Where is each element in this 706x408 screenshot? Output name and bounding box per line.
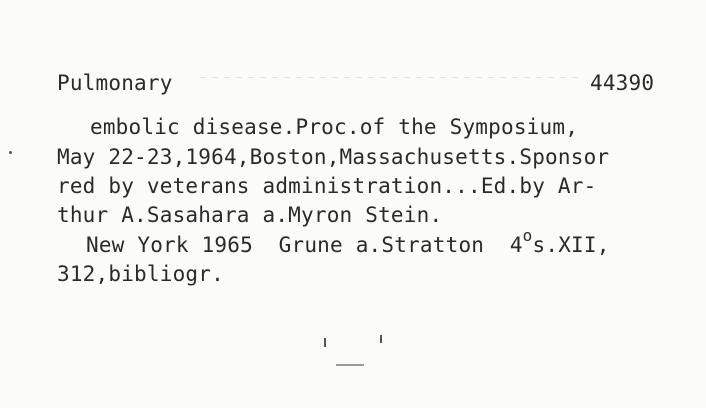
pages-line: 312,bibliogr.	[57, 262, 224, 286]
imprint-line	[86, 226, 610, 260]
imprint-text: New York 1965 Grune a.Stratton 4	[86, 233, 523, 257]
stray-tick-mark	[324, 338, 326, 347]
card-heading: Pulmonary	[57, 71, 173, 95]
stray-dot-mark	[9, 151, 12, 154]
card-text-line: thur A.Sasahara a.Myron Stein.	[57, 203, 443, 227]
format-superscript: o	[522, 226, 533, 245]
card-text-line: embolic disease.Proc.of the Symposium,	[90, 115, 579, 139]
call-number: 44390	[590, 71, 655, 95]
stray-tick-mark	[380, 335, 382, 343]
faint-guide-line	[200, 77, 580, 78]
card-text-line: May 22-23,1964,Boston,Massachusetts.Sponsor	[57, 145, 610, 169]
smudge-mark	[336, 364, 364, 366]
card-text-line: red by veterans administration...Ed.by Ar-	[57, 174, 597, 198]
imprint-extent: s.XII,	[532, 233, 610, 257]
